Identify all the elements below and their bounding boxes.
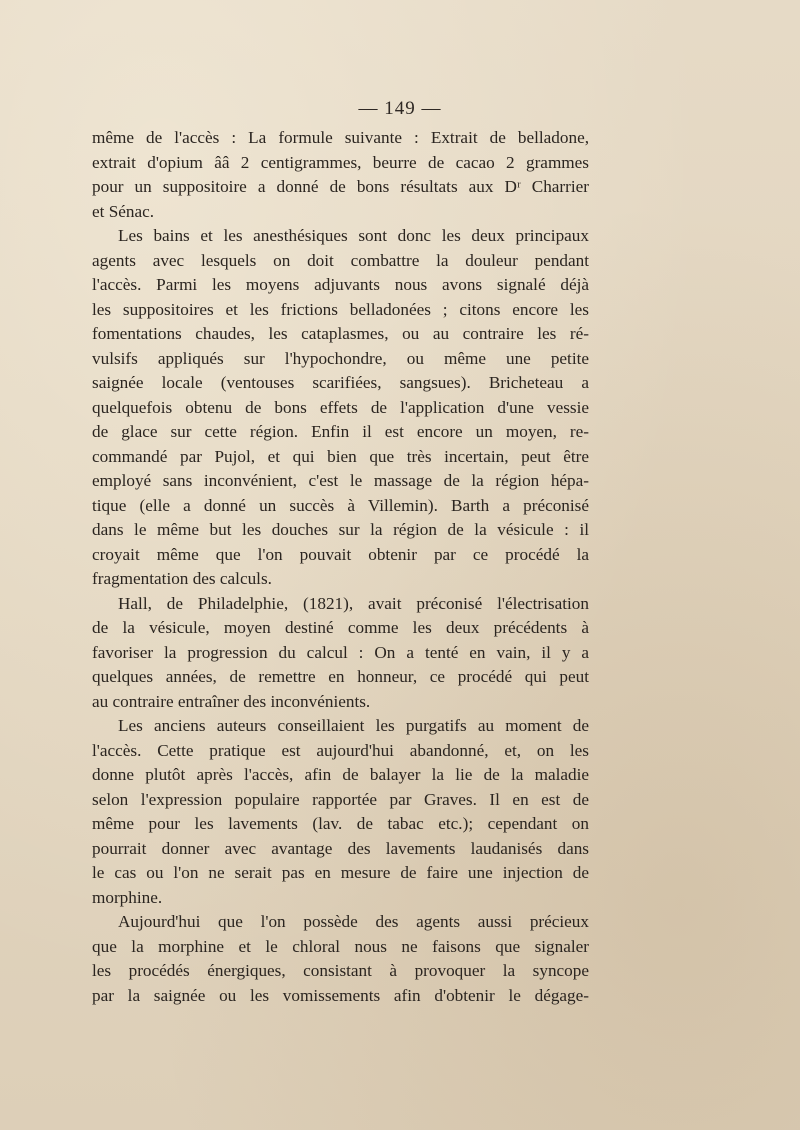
text-line: que la morphine et le chloral nous ne faisons que signaler bbox=[92, 936, 589, 956]
text-line: tique (elle a donné un succès à Villemin). Barth a préconisé bbox=[92, 495, 589, 515]
text-line: pourrait donner avec avantage des lavements laudanisés dans bbox=[92, 838, 589, 858]
text-line: Aujourd'hui que l'on possède des agents aussi précieux bbox=[118, 912, 589, 931]
text-line: donne plutôt après l'accès, afin de balayer la lie de la maladie bbox=[92, 765, 589, 784]
text-line: quelques années, de remettre en honneur, ce procédé qui peut bbox=[92, 667, 589, 686]
text-line: saignée locale (ventouses scarifiées, sangsues). Bricheteau a bbox=[92, 373, 589, 392]
text-line: Hall, de Philadelphie, (1821), avait préconisé l'électrisation bbox=[118, 593, 589, 613]
text-line: favoriser la progression du calcul : On a tenté en vain, il y a bbox=[92, 642, 589, 662]
text-line: dans le même but les douches sur la région de la vésicule : il bbox=[92, 520, 589, 539]
text-line: de la vésicule, moyen destiné comme les deux précédents à bbox=[92, 618, 589, 637]
text-line: vulsifs appliqués sur l'hypochondre, ou même une petite bbox=[92, 348, 589, 368]
text-line: quelquefois obtenu de bons effets de l'application d'une vessie bbox=[92, 397, 589, 417]
text-line: par la saignée ou les vomissements afin d'obtenir le dégage- bbox=[92, 985, 589, 1005]
text-line: pour un suppositoire a donné de bons résultats aux Dʳ Charrier bbox=[92, 177, 589, 196]
text-line: fomentations chaudes, les cataplasmes, ou au contraire les ré- bbox=[92, 324, 589, 343]
text-line: selon l'expression populaire rapportée par Graves. Il en est de bbox=[92, 789, 589, 809]
text-line: morphine. bbox=[92, 887, 163, 907]
text-line: fragmentation des calculs. bbox=[92, 569, 272, 588]
text-line: Les bains et les anesthésiques sont donc les deux principaux bbox=[118, 226, 589, 245]
text-line: même de l'accès : La formule suivante : Extrait de belladone, bbox=[92, 128, 589, 147]
text-line: au contraire entraîner des inconvénients. bbox=[92, 691, 371, 711]
text-line: les suppositoires et les frictions belladonées ; citons encore les bbox=[92, 299, 589, 319]
text-line: l'accès. Cette pratique est aujourd'hui abandonné, et, on les bbox=[92, 740, 589, 760]
text-line: commandé par Pujol, et qui bien que très incertain, peut être bbox=[92, 446, 589, 466]
text-line: et Sénac. bbox=[92, 201, 155, 221]
text-line: l'accès. Parmi les moyens adjuvants nous avons signalé déjà bbox=[92, 275, 589, 294]
body-text bbox=[92, 126, 589, 1008]
text-line: croyait même que l'on pouvait obtenir par ce procédé la bbox=[92, 544, 589, 564]
text-line: agents avec lesquels on doit combattre la douleur pendant bbox=[92, 250, 589, 270]
text-line: de glace sur cette région. Enfin il est encore un moyen, re- bbox=[92, 422, 589, 441]
text-line: extrait d'opium ââ 2 centigrammes, beurre de cacao 2 grammes bbox=[92, 152, 589, 172]
text-line: même pour les lavements (lav. de tabac etc.); cependant on bbox=[92, 814, 589, 833]
text-line: le cas ou l'on ne serait pas en mesure de faire une injection de bbox=[92, 863, 589, 882]
page-number: — 149 — bbox=[358, 98, 442, 119]
text-line: les procédés énergiques, consistant à provoquer la syncope bbox=[92, 961, 589, 980]
text-line: employé sans inconvénient, c'est le massage de la région hépa- bbox=[92, 471, 589, 490]
text-line: Les anciens auteurs conseillaient les purgatifs au moment de bbox=[118, 716, 589, 735]
